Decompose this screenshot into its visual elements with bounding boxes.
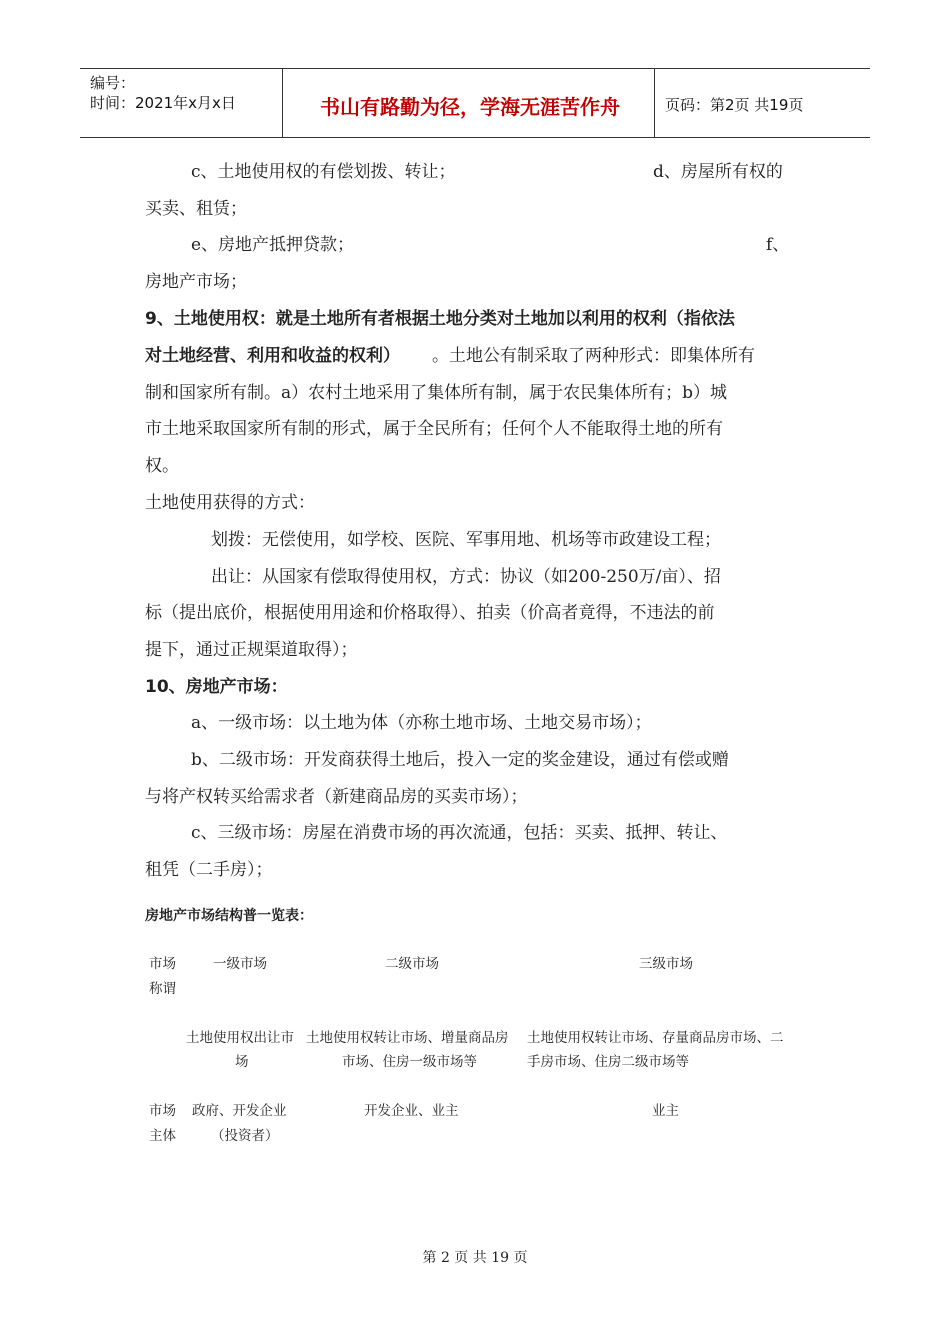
table-row-label: 市场 bbox=[149, 1103, 176, 1119]
body-line: 房地产市场； bbox=[145, 272, 247, 292]
body-line: 土地使用获得的方式： bbox=[145, 493, 315, 513]
body-line: 市土地采取国家所有制的形式，属于全民所有；任何个人不能取得土地的所有 bbox=[145, 419, 723, 439]
header-page-number: 页码：第2页 共19页 bbox=[665, 96, 804, 114]
body-line: 提下，通过正规渠道取得）； bbox=[145, 640, 358, 660]
body-line: e、房地产抵押贷款； bbox=[191, 235, 355, 255]
body-line: 权。 bbox=[145, 456, 179, 476]
table-header-cell: 一级市场 bbox=[213, 956, 267, 972]
body-line: 租凭（二手房）； bbox=[145, 860, 273, 880]
body-line: 制和国家所有制。a）农村土地采用了集体所有制，属于农民集体所有；b）城 bbox=[145, 383, 728, 403]
body-line: b、二级市场：开发商获得土地后，投入一定的奖金建设，通过有偿或赠 bbox=[191, 750, 729, 770]
table-cell: （投资者） bbox=[211, 1128, 279, 1144]
page-header bbox=[80, 68, 870, 138]
page-footer: 第 2 页 共 19 页 bbox=[422, 1250, 528, 1266]
header-divider bbox=[282, 69, 283, 137]
table-row-label: 市场 bbox=[149, 956, 176, 972]
doc-time-label: 时间：2021年x月x日 bbox=[90, 94, 236, 112]
body-line: d、房屋所有权的 bbox=[653, 162, 783, 182]
body-line: 标（提出底价，根据使用用途和价格取得）、拍卖（价高者竟得，不违法的前 bbox=[145, 603, 715, 623]
table-cell: 市场、住房一级市场等 bbox=[342, 1054, 477, 1070]
table-row-label: 称谓 bbox=[149, 981, 176, 997]
body-line: 划拨：无偿使用，如学校、医院、军事用地、机场等市政建设工程； bbox=[211, 530, 721, 550]
section-heading-9: 9、土地使用权：就是土地所有者根据土地分类对土地加以利用的权利（指依法 bbox=[145, 309, 735, 329]
header-meta bbox=[90, 73, 236, 113]
table-header-cell: 三级市场 bbox=[639, 956, 693, 972]
table-cell: 业主 bbox=[652, 1103, 679, 1119]
table-row-label: 主体 bbox=[149, 1128, 176, 1144]
table-cell: 开发企业、业主 bbox=[364, 1103, 459, 1119]
body-line: a、一级市场：以土地为体（亦称土地市场、土地交易市场）； bbox=[191, 713, 652, 733]
table-cell: 手房市场、住房二级市场等 bbox=[527, 1054, 689, 1070]
table-cell: 土地使用权出让市 bbox=[186, 1030, 294, 1046]
table-cell: 土地使用权转让市场、增量商品房 bbox=[306, 1030, 509, 1046]
table-cell: 场 bbox=[235, 1054, 249, 1070]
body-line: c、土地使用权的有偿划拨、转让； bbox=[191, 162, 456, 182]
table-title: 房地产市场结构普一览表： bbox=[145, 908, 313, 924]
table-cell: 土地使用权转让市场、存量商品房市场、二 bbox=[527, 1030, 784, 1046]
doc-number-label: 编号： bbox=[90, 74, 136, 92]
table-cell: 政府、开发企业 bbox=[192, 1103, 287, 1119]
section-heading-9-cont: 对土地经营、利用和收益的权利） bbox=[145, 346, 400, 366]
header-motto: 书山有路勤为径，学海无涯苦作舟 bbox=[320, 95, 620, 119]
body-line: 与将产权转买给需求者（新建商品房的买卖市场）； bbox=[145, 787, 528, 807]
body-line: f、 bbox=[766, 235, 790, 255]
body-line: 。土地公有制采取了两种形式：即集体所有 bbox=[432, 346, 755, 366]
table-header-cell: 二级市场 bbox=[385, 956, 439, 972]
body-line: 出让：从国家有偿取得使用权，方式：协议（如200-250万/亩）、招 bbox=[211, 567, 721, 587]
section-heading-10: 10、房地产市场： bbox=[145, 677, 288, 697]
body-line: c、三级市场：房屋在消费市场的再次流通，包括：买卖、抵押、转让、 bbox=[191, 823, 728, 843]
body-line: 买卖、租赁； bbox=[145, 199, 247, 219]
